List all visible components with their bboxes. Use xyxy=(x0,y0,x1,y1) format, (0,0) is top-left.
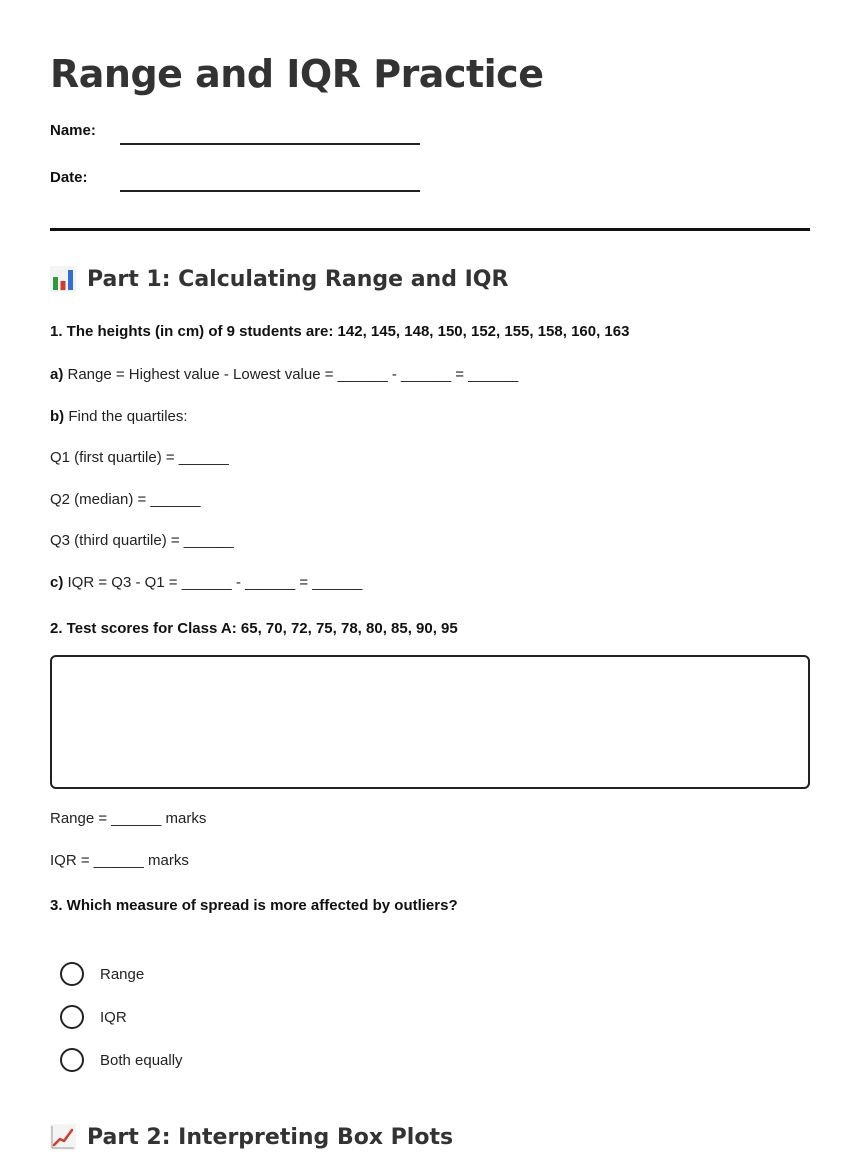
name-label: Name: xyxy=(50,122,96,139)
iqr-line: IQR = ______ marks xyxy=(50,852,189,869)
question-1b-text: Find the quartiles: xyxy=(64,408,188,425)
line-chart-icon xyxy=(50,1124,76,1150)
q2-median-line: Q2 (median) = ______ xyxy=(50,491,201,508)
question-1c-text: IQR = Q3 - Q1 = ______ - ______ = ______ xyxy=(63,574,363,591)
bar-chart-icon xyxy=(50,266,76,292)
question-1b-label: b) xyxy=(50,408,65,425)
option-iqr-label: IQR xyxy=(100,1008,127,1026)
q3-quartile-line: Q3 (third quartile) = ______ xyxy=(50,532,234,549)
part2-heading-text: Part 2: Interpreting Box Plots xyxy=(87,1124,454,1150)
question-2-prompt: 2. Test scores for Class A: 65, 70, 72, 75, 78, 80, 85, 90, 95 xyxy=(50,620,458,637)
q1-quartile-line: Q1 (first quartile) = ______ xyxy=(50,449,229,466)
radio-button[interactable] xyxy=(60,962,84,986)
question-1b xyxy=(50,408,188,425)
date-label: Date: xyxy=(50,169,88,186)
working-answer-box[interactable] xyxy=(50,655,810,789)
radio-button[interactable] xyxy=(60,1005,84,1029)
question-1-prompt: 1. The heights (in cm) of 9 students are: 142, 145, 148, 150, 152, 155, 158, 160, 163 xyxy=(50,323,630,340)
name-field[interactable] xyxy=(120,143,420,145)
range-line: Range = ______ marks xyxy=(50,810,207,827)
option-both-equally-label: Both equally xyxy=(100,1051,183,1069)
section-divider xyxy=(50,228,810,231)
question-1a xyxy=(50,366,518,383)
part1-heading-text: Part 1: Calculating Range and IQR xyxy=(87,266,509,292)
option-both-equally[interactable] xyxy=(60,1048,183,1072)
part1-heading xyxy=(50,266,508,292)
radio-button[interactable] xyxy=(60,1048,84,1072)
question-3-prompt: 3. Which measure of spread is more affected by outliers? xyxy=(50,897,458,914)
option-range[interactable] xyxy=(60,962,144,986)
question-1c-label: c) xyxy=(50,574,64,591)
option-range-label: Range xyxy=(100,965,145,983)
part2-heading xyxy=(50,1124,453,1150)
date-field[interactable] xyxy=(120,190,420,192)
question-1c xyxy=(50,574,362,591)
option-iqr[interactable] xyxy=(60,1005,127,1029)
page-title: Range and IQR Practice xyxy=(50,52,544,96)
question-1a-text: Range = Highest value - Lowest value = ______ - ______ = ______ xyxy=(63,366,519,383)
question-1a-label: a) xyxy=(50,366,64,383)
